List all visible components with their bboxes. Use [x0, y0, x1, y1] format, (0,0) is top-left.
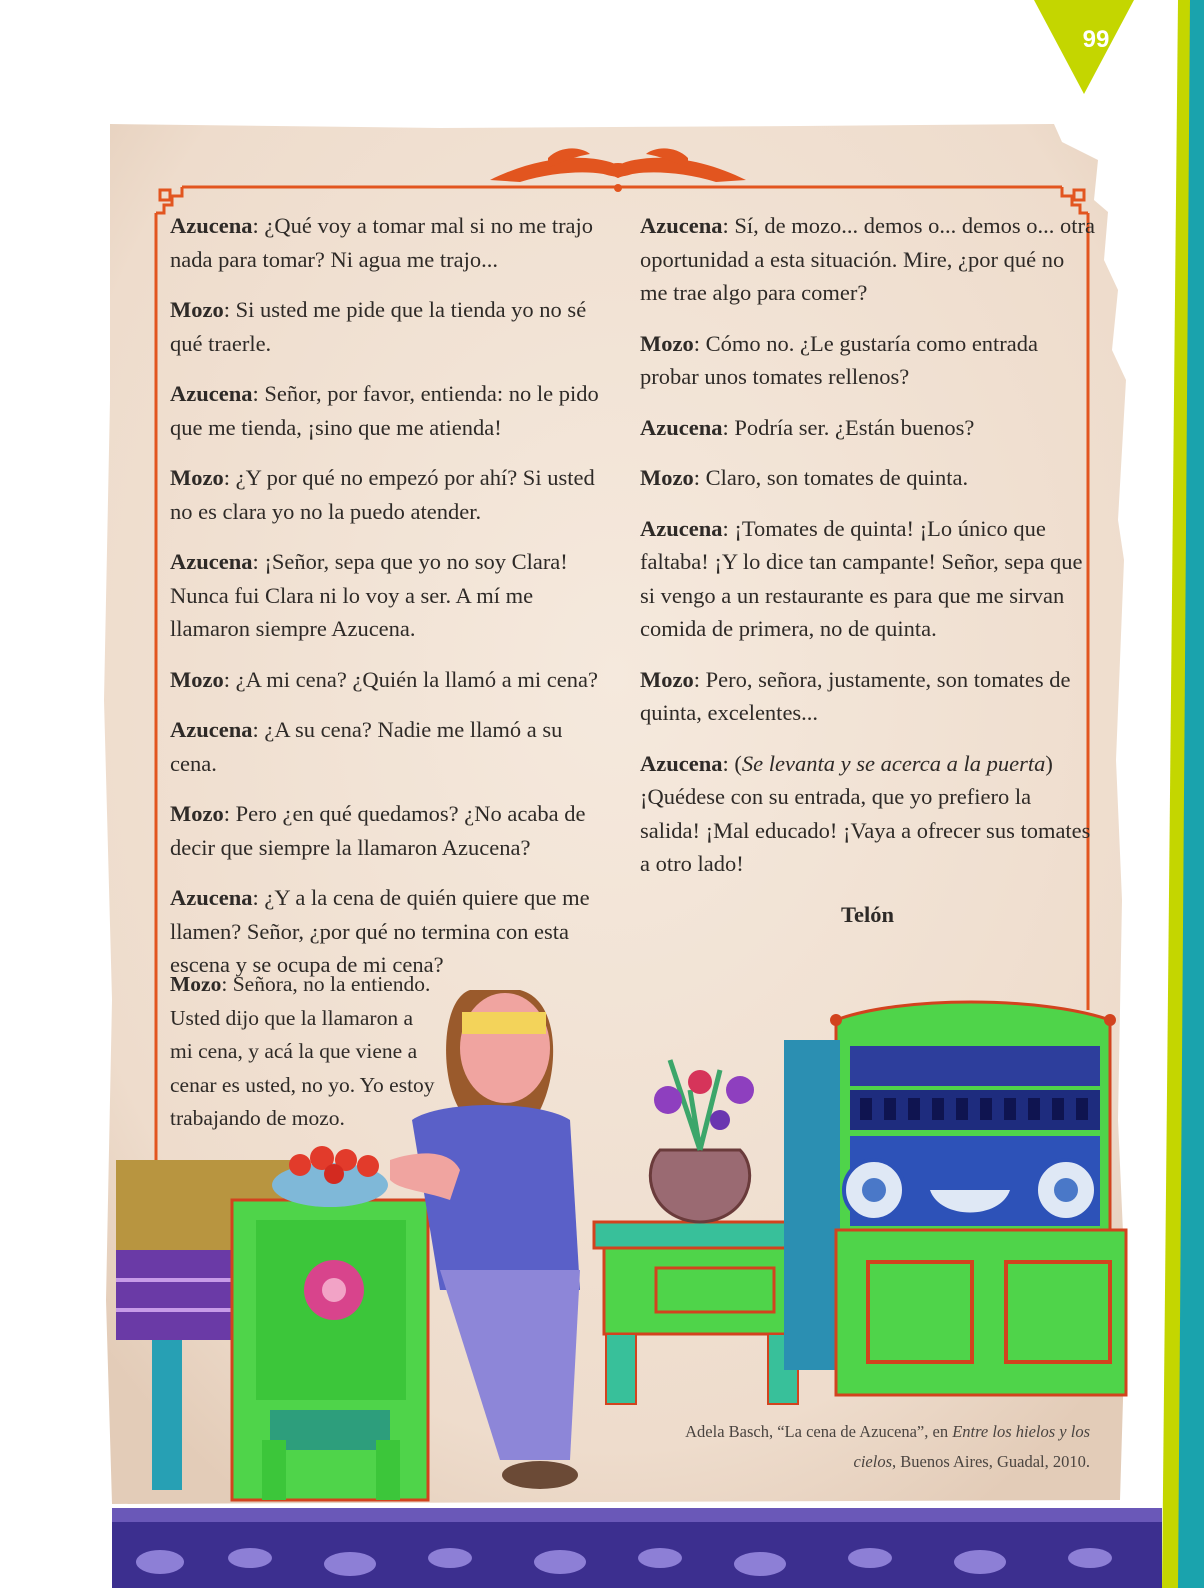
line-text: Podría ser. ¿Están buenos?	[734, 414, 975, 440]
speaker-name: Azucena	[170, 213, 253, 238]
speaker-name: Azucena	[170, 717, 253, 742]
speaker-separator: :	[223, 801, 236, 826]
closing-word: Telón	[841, 901, 894, 927]
speaker-separator: :	[223, 666, 236, 692]
speaker-separator: :	[722, 213, 735, 238]
stage-direction: Se levanta y se acerca a la puerta	[741, 750, 1046, 776]
speaker-separator: :	[722, 515, 735, 541]
line-text: Pero, señora, justamente, son tomates de quinta, excelentes...	[640, 666, 1071, 725]
dialogue-last-line-left	[170, 968, 440, 1136]
speaker-name: Mozo	[170, 972, 222, 996]
speaker-name: Azucena	[170, 549, 253, 574]
speaker-name: Azucena	[640, 750, 723, 776]
speaker-name: Mozo	[170, 465, 224, 490]
page-number: 99	[1082, 26, 1110, 53]
line-text: ¿A su cena? Nadie me llamó a su cena.	[170, 717, 563, 776]
tomato-bowl	[272, 1146, 388, 1207]
green-chair	[232, 1200, 428, 1500]
speaker-separator: :	[693, 330, 706, 356]
credit-author: Adela Basch, “La cena de Azucena”, en	[685, 1422, 953, 1441]
line-text: ¡Tomates de quinta! ¡Lo único que faltaba! ¡Y lo dice tan campante! Señor, sepa que si vengo a un restaurante es para que me sirvan comida de primera, no de quinta.	[640, 515, 1083, 641]
stage-open: (	[734, 750, 742, 776]
source-credit	[640, 1417, 1090, 1477]
speaker-separator: :	[252, 381, 265, 406]
flower-vase	[650, 1060, 754, 1222]
speaker-name: Mozo	[640, 465, 694, 490]
speaker-separator: :	[722, 414, 735, 440]
speaker-separator: :	[252, 549, 265, 574]
speaker-name: Azucena	[170, 381, 253, 406]
speaker-name: Mozo	[170, 666, 224, 692]
speaker-separator: :	[693, 666, 706, 692]
speaker-name: Mozo	[640, 330, 694, 356]
speaker-name: Azucena	[170, 885, 253, 910]
speaker-name: Mozo	[640, 666, 694, 692]
line-text: ¿Y por qué no empezó por ahí? Si usted no es clara yo no la puedo atender.	[170, 465, 595, 524]
line-text: ¡Señor, sepa que yo no soy Clara! Nunca fui Clara ni lo voy a ser. A mí me llamaron siempre Azucena.	[170, 549, 568, 641]
speaker-name: Mozo	[170, 801, 224, 826]
speaker-separator: :	[693, 465, 706, 490]
line-text: Cómo no. ¿Le gustaría como entrada probar unos tomates rellenos?	[640, 330, 1039, 389]
speaker-name: Azucena	[640, 515, 723, 541]
line-text: Pero ¿en qué quedamos? ¿No acaba de decir que siempre la llamaron Azucena?	[170, 801, 586, 860]
cupboard	[784, 1002, 1126, 1395]
patterned-band	[112, 1508, 1162, 1588]
line-text: Señor, por favor, entienda: no le pido que me tienda, ¡sino que me atienda!	[170, 381, 599, 440]
line-text: ¡Quédese con su entrada, que yo prefiero la salida! ¡Mal educado! ¡Vaya a ofrecer sus tomates a otro lado!	[640, 784, 1091, 876]
side-table	[594, 1222, 808, 1404]
speaker-separator: :	[223, 465, 236, 490]
line-text: ¿A mi cena? ¿Quién la llamó a mi cena?	[235, 666, 598, 692]
speaker-name: Azucena	[640, 414, 723, 440]
stage-close: )	[1045, 750, 1053, 776]
line-text: ¿Y a la cena de quién quiere que me llamen? Señor, ¿por qué no termina con esta escena y se ocupa de mi cena?	[170, 885, 590, 977]
speaker-separator: :	[722, 750, 735, 776]
speaker-name: Mozo	[170, 297, 224, 322]
credit-book-title: Entre los hielos y los cielos	[853, 1422, 1090, 1471]
speaker-separator: :	[223, 297, 236, 322]
speaker-name: Azucena	[640, 213, 723, 238]
line-text: Sí, de mozo... demos o... demos o... otra oportunidad a esta situación. Mire, ¿por qué no me trae algo para comer?	[640, 213, 1095, 305]
line-text: Señora, no la entiendo. Usted dijo que la llamaron a mi cena, y acá la que viene a cenar es usted, no yo. Yo estoy trabajando de mozo.	[170, 972, 435, 1130]
speaker-separator: :	[221, 972, 233, 996]
speaker-separator: :	[252, 717, 265, 742]
line-text: ¿Qué voy a tomar mal si no me trajo nada para tomar? Ni agua me trajo...	[170, 213, 594, 272]
line-text: Claro, son tomates de quinta.	[705, 465, 969, 490]
speaker-separator: :	[252, 885, 265, 910]
line-text: Si usted me pide que la tienda yo no sé qué traerle.	[170, 297, 587, 356]
credit-publication: , Buenos Aires, Guadal, 2010.	[892, 1452, 1090, 1471]
speaker-separator: :	[252, 213, 265, 238]
